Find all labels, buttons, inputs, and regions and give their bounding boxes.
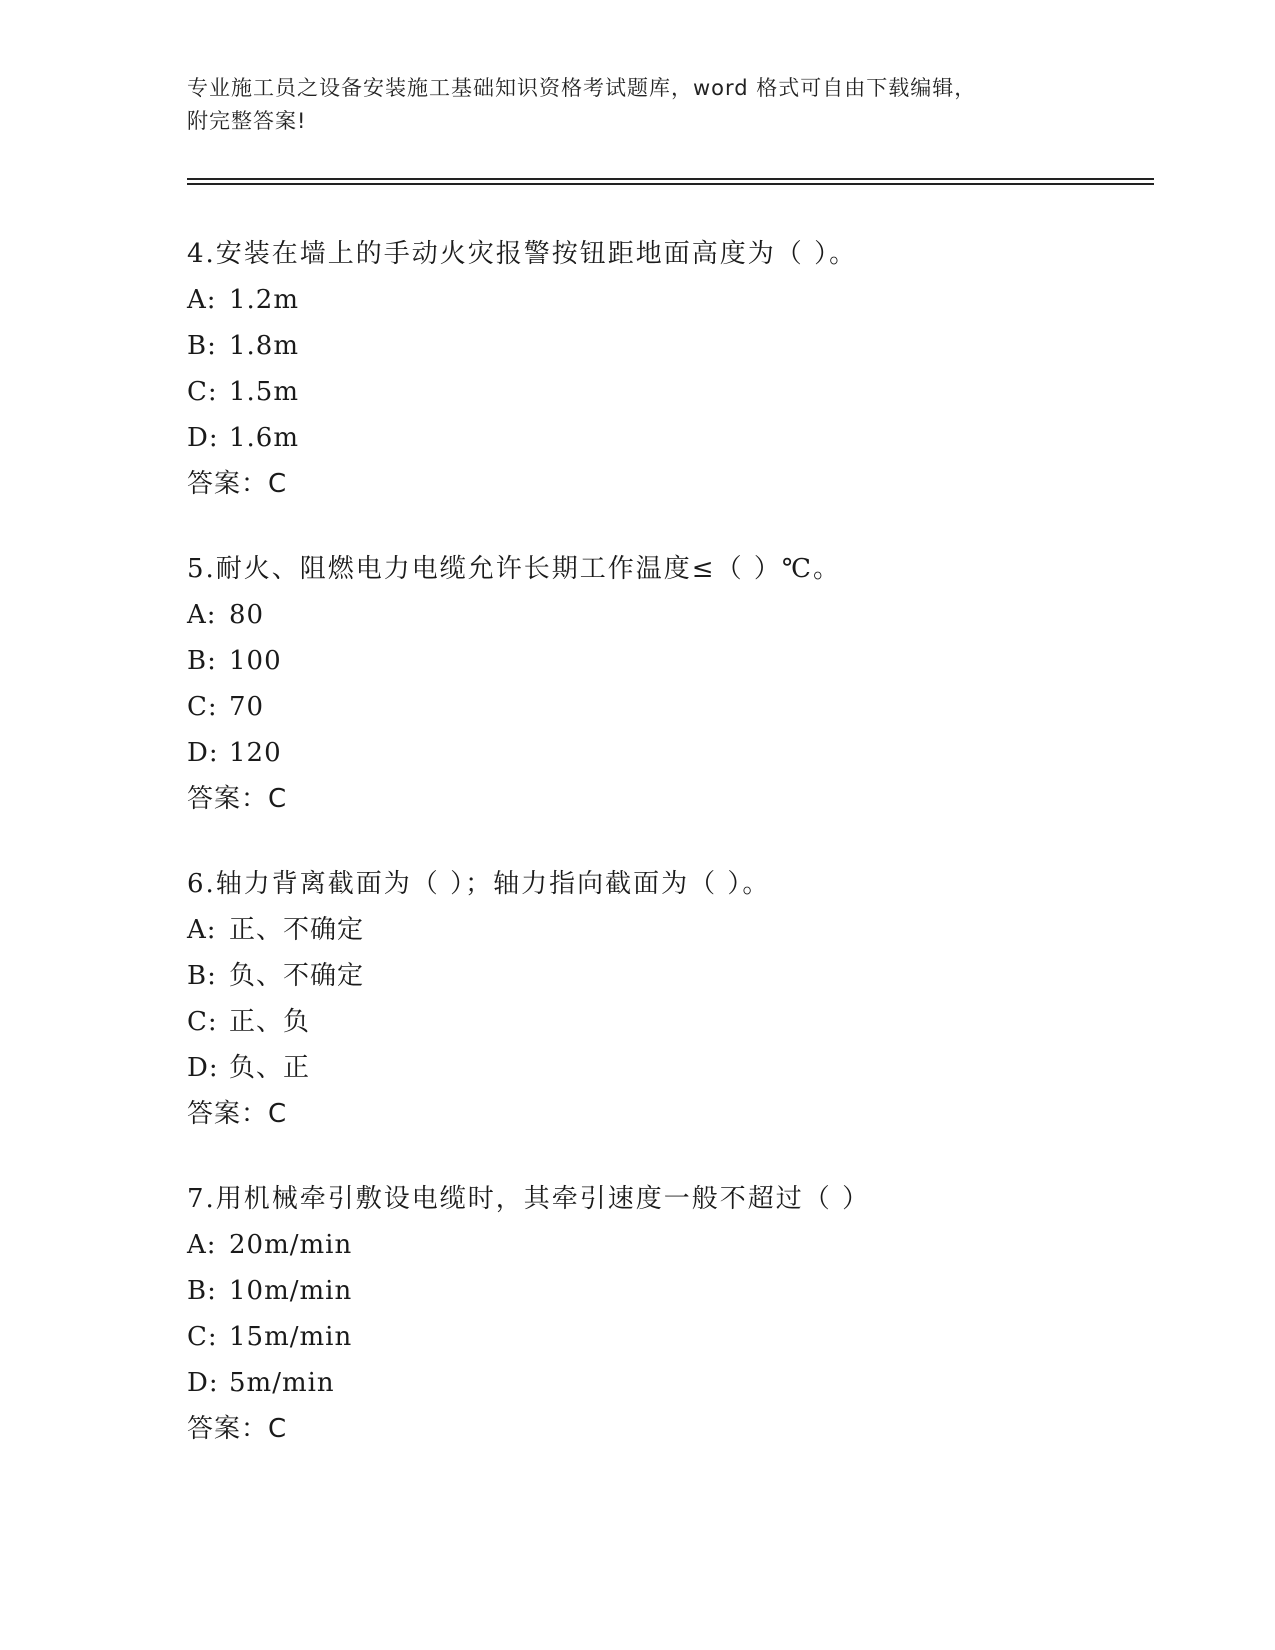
option-letter: D: — [187, 738, 219, 768]
option-letter: B: — [187, 646, 217, 676]
option-letter: D: — [187, 423, 219, 453]
option-letter: C: — [187, 1007, 218, 1037]
option-text: 120 — [229, 738, 282, 768]
option-b — [187, 1274, 1167, 1308]
option-a — [187, 913, 1167, 947]
header-line-2: 附完整答案! — [187, 109, 307, 133]
answer-line: 答案：C — [187, 1414, 288, 1444]
header-divider-top — [187, 178, 1154, 180]
option-c — [187, 1005, 1167, 1039]
option-letter: A: — [187, 600, 217, 630]
option-text: 20m/min — [229, 1230, 353, 1260]
header-divider-bottom — [187, 183, 1154, 185]
option-a — [187, 598, 1167, 632]
question-5 — [187, 552, 1167, 816]
option-a — [187, 1228, 1167, 1262]
option-text: 正、负 — [229, 1007, 311, 1037]
option-text: 1.5m — [229, 377, 300, 407]
option-b — [187, 644, 1167, 678]
option-a — [187, 283, 1167, 317]
option-b — [187, 329, 1167, 363]
answer-line: 答案：C — [187, 784, 288, 814]
option-text: 80 — [229, 600, 265, 630]
question-stem: 6.轴力背离截面为（ ）；轴力指向截面为（ ）。 — [187, 869, 771, 899]
option-c — [187, 1320, 1167, 1354]
question-stem: 5.耐火、阻燃电力电缆允许长期工作温度≤（ ）℃。 — [187, 554, 841, 584]
option-text: 10m/min — [229, 1276, 353, 1306]
option-letter: D: — [187, 1053, 219, 1083]
option-letter: C: — [187, 377, 218, 407]
question-6 — [187, 867, 1167, 1131]
option-text: 15m/min — [229, 1322, 353, 1352]
option-letter: B: — [187, 1276, 217, 1306]
option-letter: A: — [187, 1230, 217, 1260]
option-letter: C: — [187, 692, 218, 722]
option-text: 负、正 — [229, 1053, 311, 1083]
option-text: 70 — [229, 692, 265, 722]
option-c — [187, 690, 1167, 724]
question-4 — [187, 237, 1167, 501]
answer-line: 答案：C — [187, 1099, 288, 1129]
option-d — [187, 736, 1167, 770]
question-stem: 4.安装在墙上的手动火灾报警按钮距地面高度为（ ）。 — [187, 239, 858, 269]
option-d — [187, 1051, 1167, 1085]
option-text: 负、不确定 — [229, 961, 365, 991]
option-letter: C: — [187, 1322, 218, 1352]
option-letter: B: — [187, 331, 217, 361]
option-d — [187, 1366, 1167, 1400]
option-letter: A: — [187, 285, 217, 315]
option-text: 1.6m — [229, 423, 300, 453]
option-text: 5m/min — [229, 1368, 335, 1398]
option-b — [187, 959, 1167, 993]
option-text: 正、不确定 — [229, 915, 365, 945]
answer-line: 答案：C — [187, 469, 288, 499]
option-letter: D: — [187, 1368, 219, 1398]
option-text: 1.2m — [229, 285, 300, 315]
option-text: 100 — [229, 646, 282, 676]
document-header — [187, 72, 1067, 138]
question-stem: 7.用机械牵引敷设电缆时，其牵引速度一般不超过（ ） — [187, 1184, 871, 1214]
question-7 — [187, 1182, 1167, 1446]
option-text: 1.8m — [229, 331, 300, 361]
option-d — [187, 421, 1167, 455]
option-c — [187, 375, 1167, 409]
option-letter: B: — [187, 961, 217, 991]
option-letter: A: — [187, 915, 217, 945]
header-line-1: 专业施工员之设备安装施工基础知识资格考试题库，word 格式可自由下载编辑， — [187, 76, 977, 100]
